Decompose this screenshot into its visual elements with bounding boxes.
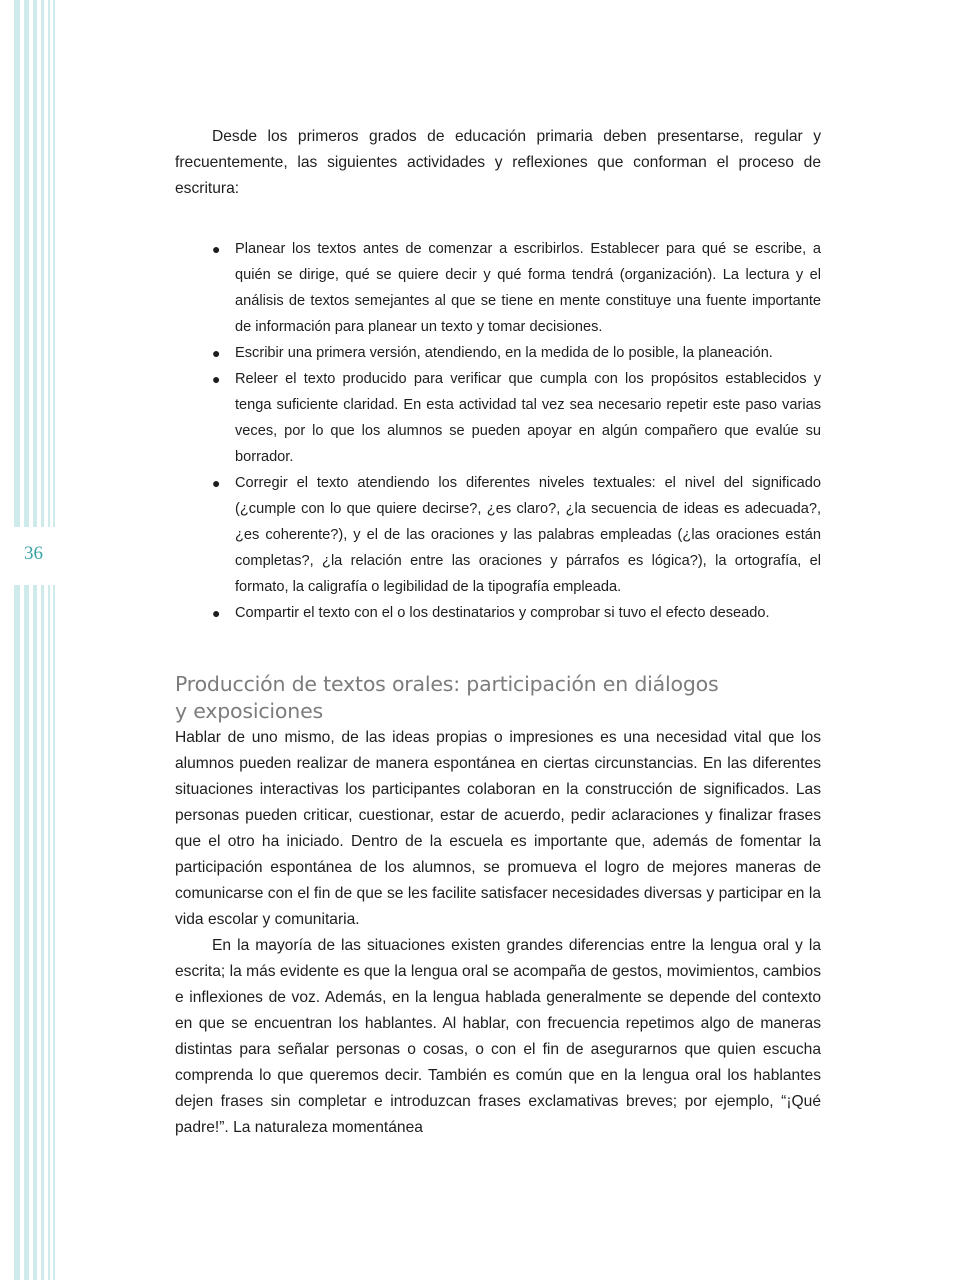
list-item: ● Planear los textos antes de comenzar a escribirlos. Establecer para qué se escribe, a quién se dirige, qué se quiere decir y qué forma tendrá (organización). La lectura y el análisis de textos semejantes al que se tiene en mente constituye una fuente importante de información para planear un texto y tomar decisiones. [235,236,821,340]
margin-stripe [14,0,20,1280]
list-item: ● Releer el texto producido para verificar que cumpla con los propósitos establecidos y tenga suficiente claridad. En esta actividad tal vez sea necesario repetir este paso varias veces, por lo que los alumnos se pueden apoyar en algún compañero que evalúe su borrador. [235,366,821,470]
list-item: ● Escribir una primera versión, atendiendo, en la medida de lo posible, la planeación. [235,340,821,366]
list-item: ● Corregir el texto atendiendo los diferentes niveles textuales: el nivel del significado (¿cumple con lo que quiere decirse?, ¿es claro?, ¿la secuencia de ideas es adecuada?, ¿es coherente?), y el de las oraciones y las palabras empleadas (¿las oraciones están completas?, ¿la relación entre las oraciones y párrafos es lógica?), la ortografía, el formato, la caligrafía o legibilidad de la tipografía empleada. [235,470,821,600]
page-content [175,124,821,1141]
section-paragraph: En la mayoría de las situaciones existen grandes diferencias entre la lengua oral y la escrita; la más evidente es que la lengua oral se acompaña de gestos, movimientos, cambios e inflexiones de voz. Además, en la lengua hablada generalmente se depende del contexto en que se encuentran los hablantes. Al hablar, con frecuencia repetimos algo de maneras distintas para señalar personas o cosas, o con el fin de asegurarnos que quien escucha comprenda lo que queremos decir. También es común que en la lengua oral los hablantes dejen frases sin completar e introduzcan frases exclamativas breves; por ejemplo, “¡Qué padre!”. La naturaleza momentánea [175,937,821,1136]
margin-stripe [24,0,29,1280]
bullet-icon: ● [212,371,221,387]
margin-stripe [41,0,44,1280]
section-heading: Producción de textos orales: participación en diálogos y exposiciones [175,672,719,723]
margin-stripe [48,0,50,1280]
margin-stripe [33,0,37,1280]
page-number: 36 [24,543,43,564]
list-item: ● Compartir el texto con el o los destinatarios y comprobar si tuvo el efecto deseado. [235,600,821,626]
section-paragraph: Hablar de uno mismo, de las ideas propias o impresiones es una necesidad vital que los alumnos pueden realizar de manera espontánea en ciertas circunstancias. En las diferentes situaciones interactivas los participantes colaboran en la construcción de significados. Las personas pueden criticar, cuestionar, estar de acuerdo, pedir aclaraciones y finalizar frases que el otro ha iniciado. Dentro de la escuela es importante que, además de fomentar la participación espontánea de los alumnos, se promueva el logro de mejores maneras de comunicarse con el fin de que se les facilite satisfacer necesidades diversas y participar en la vida escolar y comunitaria. [175,729,821,928]
bullet-icon: ● [212,605,221,621]
margin-stripe [53,0,55,1280]
bullet-icon: ● [212,241,221,257]
intro-paragraph: Desde los primeros grados de educación primaria deben presentarse, regular y frecuentemente, las siguientes actividades y reflexiones que conforman el proceso de escritura: [175,128,821,197]
bullet-icon: ● [212,475,221,491]
writing-process-list [175,236,821,626]
margin-stripes [0,0,60,1280]
bullet-icon: ● [212,345,221,361]
